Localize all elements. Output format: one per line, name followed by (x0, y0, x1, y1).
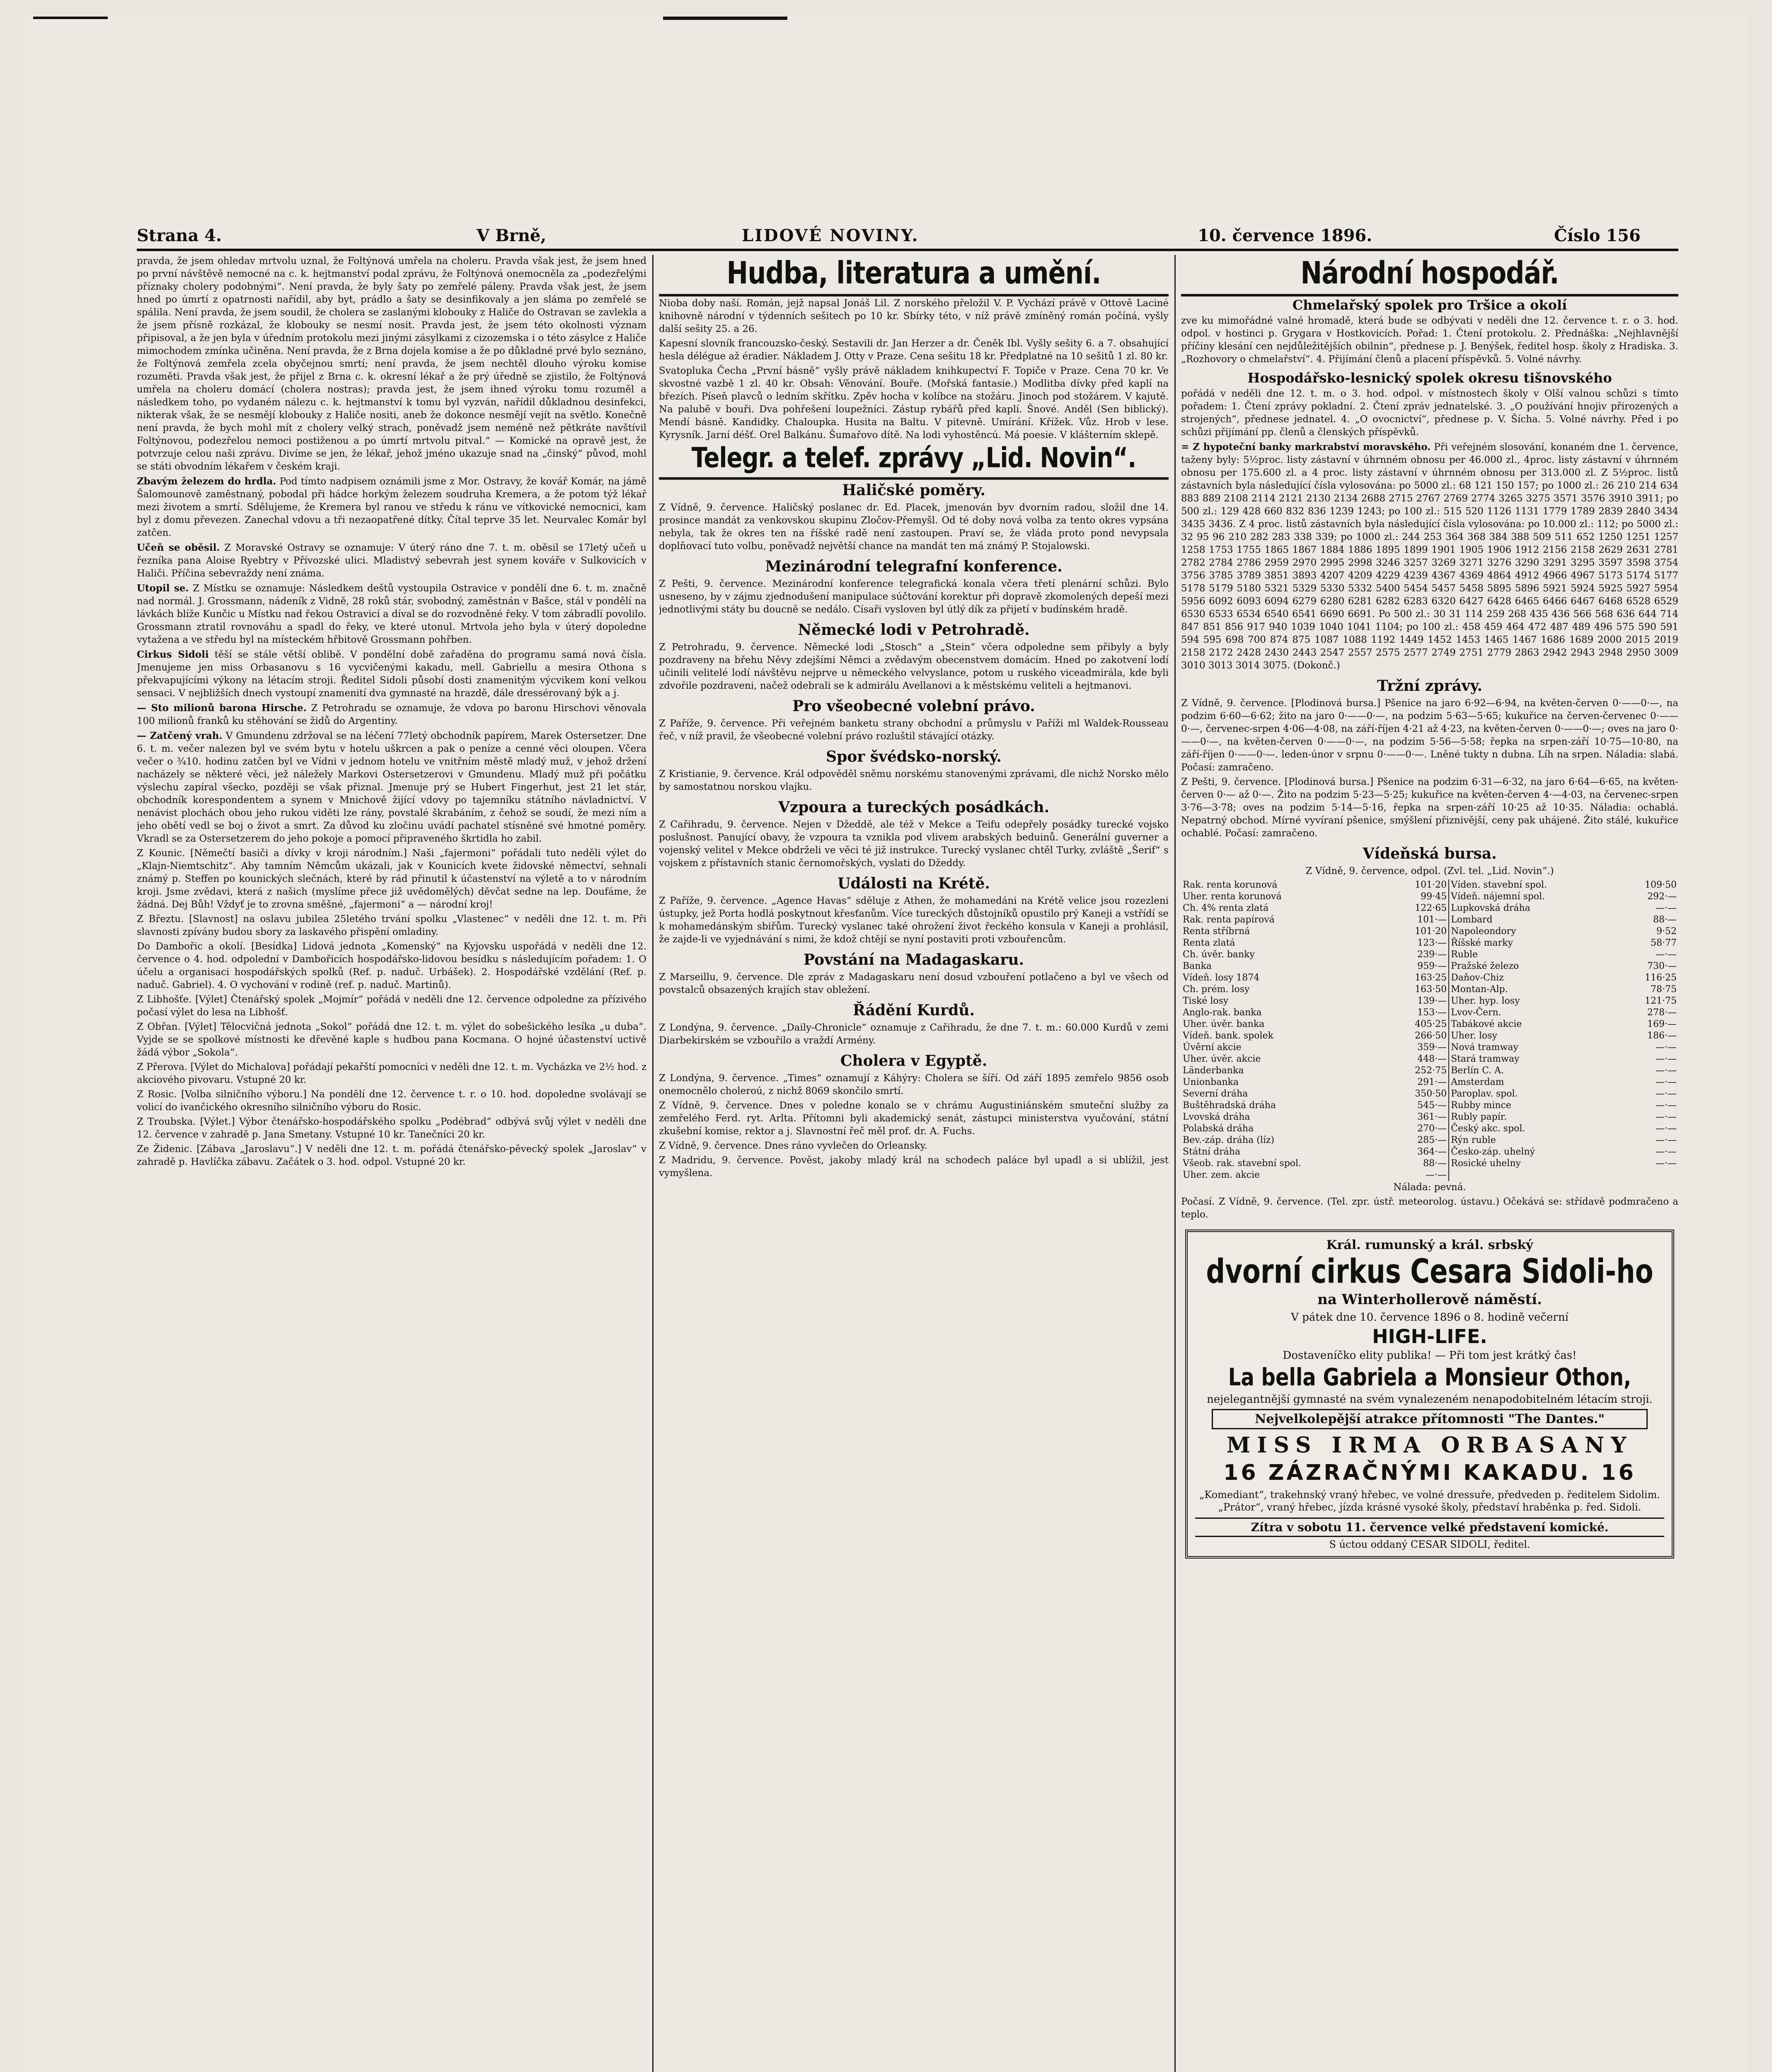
exchange-value: 163·50 (1388, 984, 1449, 995)
exchange-name: Ch. úvěr. banky (1183, 949, 1255, 960)
article-text: Z Londýna, 9. července. „Daily-Chronicle“ oznamuje z Cařihradu, že dne 7. t. m.: 60.000 Kurdů v zemi Diarbekirském se vzbouřilo a vraždí Armény. (659, 1022, 1169, 1046)
exchange-value (1619, 1169, 1679, 1181)
column-1 (137, 255, 646, 2072)
exchange-row (1181, 1007, 1678, 1019)
ad-performers: La bella Gabriela a Monsieur Othon, (1228, 1363, 1632, 1392)
exchange-name: Renta zlatá (1183, 938, 1235, 948)
article-text: Z Březtu. [Slavnost] na oslavu jubilea 25letého trvání spolku „Vlastenec“ v neděli dne 12. t. m. Při slavnosti zpívány budou sbory za laskavého přispění omladiny. (137, 914, 646, 937)
exchange-name: Napoleondory (1451, 926, 1516, 937)
exchange-value: 58·77 (1651, 938, 1677, 948)
exchange-value: 9·52 (1656, 926, 1677, 937)
exchange-value: 163·25 (1388, 972, 1449, 984)
exchange-name: Lombard (1451, 915, 1493, 925)
news-heading: Události na Krétě. (838, 875, 990, 892)
exchange-value: —·— (1656, 1158, 1677, 1169)
news-heading: Povstání na Madagaskaru. (803, 951, 1024, 968)
exchange-row (1181, 937, 1678, 949)
exchange-name (1449, 1169, 1618, 1181)
running-header (137, 226, 1678, 247)
exchange-name: Paroplav. spol. (1451, 1089, 1518, 1099)
ad-signature: S úctou oddaný CESAR SIDOLI, ředitel. (1329, 1539, 1530, 1550)
article-text: Při veřejném slosování, konaném dne 1. července, taženy byly: 5½proc. listy zástavní v úhrnném obnosu per 46.000 zl., 4proc. listy zástavní v úhrnném obnosu per 175.600 zl. a 4 proc. listy zástavní v úhrnném obnosu per 313.000 zl. Z 5½proc. listů zástavních byla následující čísla vylosována: po 5000 zl.: 68 121 150 157; po 1000 zl.: 26 210 214 634 883 889 2108 2114 2121 2130 2134 2688 2715 2767 2769 2774 3265 3275 3571 3576 3910 3911; po 500 zl.: 129 428 660 832 836 1239 1243; po 100 zl.: 515 520 1126 1131 1779 1789 2839 2840 3434 3435 3436. Z 4 proc. listů zástavních byla následující čísla vylosována: po 10.000 zl.: 112; po 5000 zl.: 32 95 96 210 282 283 338 339; po 1000 zl.: 244 253 364 368 384 388 509 511 652 1250 1251 1257 1258 1753 1755 1865 1867 1884 1886 1895 1899 1901 1905 1906 1912 2156 2158 2629 2631 2781 2782 2784 2786 2959 2970 2995 2998 3246 3257 3269 3271 3276 3290 3291 3295 3597 3598 3754 3756 3785 3789 3851 3893 4207 4209 4229 4239 4367 4369 4864 4912 4966 4967 5173 5174 5177 5178 5179 5180 5321 5329 5330 5332 5400 5454 5457 5458 5895 5896 5921 5924 5925 5927 5954 5956 6092 6093 6094 6279 6280 6281 6282 6283 6320 6427 6428 6465 6466 6467 6468 6528 6529 6530 6533 6534 6540 6541 6690 6691. Po 500 zl.: 30 31 114 259 268 435 436 566 568 636 644 714 847 851 856 917 940 1039 1040 1041 1104; po 100 zl.: 458 459 464 472 487 489 496 575 590 591 594 595 698 700 874 875 1087 1088 1192 1449 1452 1453 1465 1467 1686 1689 2000 2015 2019 2158 2172 2428 2430 2443 2547 2557 2575 2577 2749 2751 2779 2863 2942 2943 2948 2950 3009 3010 3013 3014 3075. (Dokonč.) (1181, 442, 1678, 671)
exchange-row (1181, 995, 1678, 1007)
article (137, 582, 646, 646)
issue-number: Číslo 156 (1554, 226, 1641, 245)
exchange-name: Stará tramway (1451, 1054, 1520, 1064)
column-3 (1181, 255, 1678, 2072)
exchange-row (1181, 972, 1678, 984)
exchange-name: Státní dráha (1183, 1147, 1241, 1157)
exchange-row (1181, 891, 1678, 903)
exchange-name: Rak. renta papírová (1183, 915, 1275, 925)
exchange-value: 78·75 (1651, 984, 1677, 995)
article-text: Z Přerova. [Výlet do Michalova] pořádají pekařští pomocníci v neděli dne 12. t. m. Vycházka ve 2½ hod. z akciového pivovaru. Vstupné 20 kr. (137, 1062, 646, 1085)
article-text: Nioba doby naší. Román, jejž napsal Jonáš Lil. Z norského přeložil V. P. Vychází právě v Ottově Laciné knihovně národní v týdenních sešitech po 10 kr. Sbírky této, v níž právě zmíněný román počíná, vyšly další sešity 25. a 26. (659, 298, 1169, 334)
article-text: Z Pešti, 9. července. Mezinárodní konference telegrafická konala včera třetí plenární schůzi. Bylo usneseno, by v zájmu zjednodušení manipulace súčtování korektur při dopravě zkomolených depeší mezi jednotlivými státy bu doucně se nedálo. Císaři vysloven byl útlý dík za přijetí v budínském hradě. (659, 579, 1169, 615)
exchange-row (1181, 1019, 1678, 1030)
exchange-value: 285·— (1388, 1135, 1449, 1146)
exchange-value: —·— (1656, 1054, 1677, 1064)
ad-star-name: MISS IRMA ORBASANY (1226, 1433, 1633, 1458)
exchange-value: 239·— (1388, 949, 1449, 961)
article-text: Ze Židenic. [Zábava „Jaroslavu“.] V neděli dne 12. t. m. pořádá čtenářsko-pěvecký spolek „Jaroslav“ v zahradě p. Havlíčka zábavu. Začátek o 3. hod. odpol. Vstupné 20 kr. (137, 1144, 646, 1167)
exchange-value: 292·— (1647, 891, 1677, 902)
exchange-name: Lvov-Čern. (1451, 1007, 1501, 1018)
exchange-name: Víden. stavební spol. (1451, 880, 1547, 890)
exchange-name: Vídeň. nájemní spol. (1451, 891, 1545, 902)
exchange-name: Amsterdam (1451, 1077, 1504, 1087)
exchange-name: Anglo-rak. banka (1183, 1007, 1262, 1018)
exchange-value: 361·— (1388, 1111, 1449, 1123)
scan-mark (663, 17, 787, 20)
ad-attraction-box: Nejvelkolepější atrakce přítomnosti "The Dantes." (1212, 1409, 1648, 1429)
article (137, 729, 646, 845)
exchange-row (1181, 1100, 1678, 1111)
article-heading: — Zatčený vrah. (137, 730, 223, 741)
exchange-name: Renta stříbrná (1183, 926, 1250, 937)
exchange-value: 109·50 (1645, 880, 1677, 890)
exchange-value: 116·25 (1645, 973, 1677, 983)
exchange-value: 99·45 (1388, 891, 1449, 903)
article (137, 475, 646, 540)
exchange-row (1181, 1088, 1678, 1100)
ad-cockatoos: 16 ZÁZRAČNÝMI KAKADU. 16 (1223, 1460, 1636, 1485)
exchange-name: Ch. prém. losy (1183, 984, 1250, 995)
exchange-name: Buštěhradská dráha (1183, 1100, 1276, 1111)
exchange-name: Uher. renta korunová (1183, 891, 1282, 902)
exchange-name: Daňov-Chiz (1451, 973, 1504, 983)
exchange-name: Všeob. rak. stavební spol. (1183, 1158, 1302, 1169)
exchange-value: 139·— (1388, 995, 1449, 1007)
exchange-value: 101·20 (1388, 879, 1449, 891)
weather-report: Počasí. Z Vídně, 9. července. (Tel. zpr. ústř. meteorolog. ústavu.) Očekává se: střídavě podmračeno a teplo. (1181, 1196, 1678, 1220)
article-text: Z Místku se oznamuje: Následkem deštů vystoupila Ostravice v pondělí dne 6. t. m. značně nad normál. J. Grossmann, nádeník z Vidně, 28 roků stár, svobodný, zaměstnán v Bašce, stál v pondělí na lávkách blíže Kunčic u Místku nad řekou Ostravicí a díval se do rozvodněné řeky. V tom zábradlí povolilo. Grossmann ztratil rovnováhu a spadl do řeky, ve které utonul. Mrtvola jeho byla v úterý dopoledne vytažena a ve středu byl na místeckém hřbitově Grossmann pohřben. (137, 583, 646, 645)
exchange-value: 153·— (1388, 1007, 1449, 1019)
exchange-value: 278·— (1647, 1007, 1677, 1018)
exchange-row (1181, 961, 1678, 972)
article-text: zve ku mimořádné valné hromadě, která bude se odbývati v neděli dne 12. července t. r. o 3. hod. odpol. v hostinci p. Grygara v Hostkovicích. Pořad: 1. Čtení protokolu. 2. Přednáška: „Nejhlavnější příčiny klesání cen nejdůležitějších obilnin“, přednese p. J. Benýšek, ředitel hosp. školy z Hradiska. 3. „Rozhovory o chmelařství“. 4. Přijímání členů a placení příspěvků. 5. Volné návrhy. (1181, 315, 1678, 365)
exchange-value: 88·— (1388, 1158, 1449, 1169)
newspaper-title: LIDOVÉ NOVINY. (742, 226, 919, 245)
article-text: Z Vídně, 9. července. Dnes v poledne konalo se v chrámu Augustiniánském smuteční služby za zemřelého Ferd. ryt. Arlta. Přítomni byli akademický senát, zástupci ministerstva vyučování, státní zkušební komise, rektor a j. Slavnostní řeč měl prof. dr. A. Fuchs. (659, 1100, 1169, 1137)
article (137, 702, 646, 728)
ad-tomorrow: Zítra v sobotu 11. července velké představení komické. (1195, 1518, 1664, 1537)
exchange-name: Berlín C. A. (1451, 1065, 1504, 1076)
exchange-name: Úvěrní akcie (1183, 1042, 1242, 1053)
article-text: Z Paříže, 9. července. „Agence Havas“ sděluje z Athen, že mohamedáni na Krétě velice jsou rozezleni ústupky, jež Porta hodlá poskytnout křesťanům. Více tureckých důstojníků opustilo prý Kaneji a vstřídí se k mohamedánským sbiřům. Turecký vyslanec také ohrožení život řeckého konsula v Kaneji a prohlásil, že zajde-li ve vyjednávání s nimi, že kdož chtějí se nyní postaviti proti vzbouřencům. (659, 896, 1169, 945)
exchange-row (1181, 984, 1678, 995)
scan-mark (33, 17, 108, 19)
exchange-name: Rubly papír. (1451, 1112, 1507, 1122)
article-text: Z Pešti, 9. července. [Plodinová bursa.] Pšenice na podzim 6·31—6·32, na jaro 6·64—6·65, na květen-červen 0·— až 0·—. Žito na podzim 5·23—5·25; kukuřice na květen-červen 4·—4·03, na červenec-srpen 3·76—3·78; oves na podzim 5·14—5·16, řepka na srpen-září 10·25 až 10·35. Náladia: ochablá. Nepatrný obchod. Mírné vyvíraní pšenice, smýšlení přiznivější, ceny pak uhájené. Žito stálé, kukuřice ochablé. Počasí: zamračeno. (1181, 777, 1678, 839)
news-heading: Haličské poměry. (842, 482, 985, 499)
exchange-value: —·— (1656, 1147, 1677, 1157)
section-heading-telegrams: Telegr. a telef. zprávy „Lid. Novin“. (659, 442, 1169, 479)
exchange-row (1181, 1065, 1678, 1077)
header-place: V Brně, (477, 226, 547, 245)
exchange-value: —·— (1656, 1123, 1677, 1134)
exchange-name: Tabákové akcie (1451, 1019, 1522, 1029)
exchange-value: 448·— (1388, 1053, 1449, 1065)
exchange-value: —·— (1656, 949, 1677, 960)
exchange-name: Říšské marky (1451, 938, 1513, 948)
exchange-row (1181, 879, 1678, 891)
ad-tagline: Dostaveníčko elity publika! — Při tom jest krátký čas! (1283, 1349, 1577, 1362)
news-heading: Řádění Kurdů. (852, 1002, 975, 1019)
exchange-name: Rubby mince (1451, 1100, 1511, 1111)
article-text: Z Vídně, 9. července. [Plodinová bursa.] Pšenice na jaro 6·92—6·94, na květen-červen 0·——0·—, na podzim 6·60—6·62; žito na jaro 0·——0·—, na podzim 5·63—5·65; kukuřice na červen-červenec 0·——0·—, červenec-srpen 4·06—4·08, na září-říjen 4·21 až 4·23, na květen-červen 0·——0·—; oves na jaro 0·——0·—, na květen-červen 0·——0·—, na podzim 5·56—5·58; řepka na srpen-září 10·75—10·80, na září-říjen 0·——0·—. leden-únor v srpnu 0·——0·—. Lněné tukty n dubna. Líh na srpen. Náladia: slabá. Počasí: zamračeno. (1181, 698, 1678, 773)
article-text: pravda, že jsem ohledav mrtvolu uznal, že Foltýnová umřela na choleru. Pravda však jest, že jsem hned po první návštěvě nemocné na c. k. hejtmanství podal zprávu, že Foltýnová onemocněla za „podezřelými příznaky cholery podobnými“. Není pravda, že byly šaty po zemřelé páleny. Pravda však jest, že jsem hned po úmrtí z opatrnosti nařídil, aby byt, prádlo a šaty se desinfikovaly a jen sláma po zemřelé se spálila. Není pravda, že jsem soudil, že cholera se zaslanými klobouky z Haliče do Ostravan se zavlekla a že jsem přísně rozkázal, že klobouky se nesmí nosit. Pravda jest, že jsem této okolnosti význam připisoval, a že jen byla v úředním protokolu mezi jinými zásylkami z cizozemska i o této zásylce z Haliče mimochodem zmínka učiněna. Není pravda, že z Brna dojela komise a že po důkladné prvé bylo seznáno, že Foltýnová zemřela zcela obyčejnou smrtí; není pravda, že jsem nechtěl dlouho výroku komise rozuměti. Pravda však jest, že přijel z Brna c. k. okresní lékař a že prý úředně se zjistilo, že Foltýnová umřela na choleru domácí (cholera nostras); pravda jest, že jsem ihned výroku tomu rozuměl a následkem toho, po vydaném nálezu c. k. hejtmanství k tomu byl vyzván, nařídil důkladnou desinfekci, nikterak však, že se nesmějí klobouky z Haliče nositi, aneb že dokonce nesmějí vejít na světlo. Konečně není pravda, že bych mohl mít z cholery velký strach, poněvadž jsem neméně než pětkráte navštívil Foltýnovou, podezřelou nemoci postiženou a po úmrtí mrtvolu pitval.“ — Komické na opravě jest, že potvrzuje celou naši zprávu. Divíme se jen, že lékař, jehož jméno ukazuje snad na „činský“ původ, mohl se státi obvodním lékařem v českém kraji. (137, 256, 646, 472)
article-text: Z Petrohradu, 9. července. Německé lodi „Stosch“ a „Stein“ včera odpoledne sem přibyly a byly pozdraveny na břehu Něvy zdejšími Němci a zvědavým obecenstvem domácím. Hned po zakotvení lodí učinili velitelé lodí návštěvu nejprve u německého velvyslance, potom u ruského viceadmirála, kde byli zdvořile pozdraveni, načež odebrali se k admirálu Avellanovi a k městskému veliteli a hejtmanovi. (659, 642, 1169, 691)
article (137, 541, 646, 580)
exchange-value: 122·65 (1388, 903, 1449, 914)
exchange-table (1181, 879, 1678, 1181)
article-text: Z Paříže, 9. července. Při veřejném banketu strany obchodní a průmyslu v Paříži ml Waldek-Rousseau řeč, v níž pravil, že všeobecné volební právo rozluštil stávající otázky. (659, 718, 1169, 742)
exchange-value: —·— (1656, 1112, 1677, 1122)
column-divider (1174, 255, 1176, 2072)
exchange-value: —·— (1656, 1135, 1677, 1145)
article-heading: Cirkus Sidoli (137, 649, 209, 660)
exchange-value: 959·— (1388, 961, 1449, 972)
exchange-row (1181, 1077, 1678, 1088)
article-text: Z Madridu, 9. července. Pověst, jakoby mladý král na schodech paláce byl upadl a si ublížil, jest vymyšlena. (659, 1155, 1169, 1179)
ad-performers-desc: nejelegantnější gymnasté na svém vynalezeném nenapodobitelném létacím stroji. (1207, 1393, 1653, 1406)
exchange-name: Vídeň. losy 1874 (1183, 973, 1260, 983)
exchange-name: Nová tramway (1451, 1042, 1518, 1053)
article (1181, 441, 1678, 672)
exchange-name: Uher. zem. akcie (1183, 1170, 1260, 1180)
exchange-value: 350·50 (1388, 1088, 1449, 1100)
exchange-name: Polabská dráha (1183, 1123, 1254, 1134)
ad-show-title: HIGH-LIFE. (1372, 1325, 1487, 1348)
exchange-value: —·— (1656, 1077, 1677, 1087)
market-heading: Tržní zprávy. (1377, 677, 1483, 695)
article-text: Z Kounic. [Němečtí basiči a dívky v kroji národním.] Naši „fajermoni“ pořádali tuto neděli výlet do „Klajn-Niemtschitz“. Aby tamním Němcům ukázali, jak v Kounicích kvete židovské němectví, sehnali známý p. Steffen po kounických slečnách, které by rád přinutil k účastenství na výletě a to v národním kroji. Jsme zvědavi, která z našich (myslíme přece již uvědomělých) děvčat sedne na lep. Doufáme, že žádná. Dej Bůh! Vždyť je to zrovna směšné, „fajermoni“ a — národní kroj! (137, 848, 646, 910)
column-2 (659, 255, 1169, 2072)
circus-advertisement (1185, 1230, 1674, 1559)
ad-location: na Winterhollerově náměstí. (1317, 1291, 1542, 1308)
exchange-value: 252·75 (1388, 1065, 1449, 1077)
exchange-row (1181, 1169, 1678, 1181)
section-heading-culture: Hudba, literatura a umění. (659, 255, 1169, 296)
exchange-name: Česko-záp. uhelný (1451, 1147, 1535, 1157)
article-text: Kapesní slovník francouzsko-český. Sestavili dr. Jan Herzer a dr. Čeněk Ibl. Vyšly sešity 6. a 7. obsahující hesla délégue až éradier. Nákladem J. Otty v Praze. Cena sešitu 18 kr. Předplatné na 10 sešitů 1 zl. 80 kr. (659, 338, 1169, 362)
exchange-value: —·— (1656, 903, 1677, 913)
article-text: Z Obřan. [Výlet] Tělocvičná jednota „Sokol“ pořádá dne 12. t. m. výlet do sobešického lesíka „u duba“. Vyjde se se spolkové místnosti ke dřevěné kaple s hudbou pana Kocmana. O hojné účastenství uctivě žádá výbor „Sokola“. (137, 1021, 646, 1058)
exchange-row (1181, 1111, 1678, 1123)
article-heading: Utopil se. (137, 583, 189, 594)
exchange-value: —·— (1656, 1065, 1677, 1076)
exchange-name: Banka (1183, 961, 1212, 971)
exchange-row (1181, 926, 1678, 937)
exchange-row (1181, 903, 1678, 914)
exchange-row (1181, 1030, 1678, 1042)
article-heading: Zbavým železem do hrdla. (137, 476, 276, 487)
article-heading: — Sto milionů barona Hirsche. (137, 702, 307, 714)
ad-horses: „Komediant“, trakehnský vraný hřebec, ve volné dressuře, předveden p. ředitelem Sidolim. „Prátor“, vraný hřebec, jízda krásné vysoké školy, představí hraběnka p. řed. Sidoli. (1199, 1489, 1660, 1513)
exchange-intro: Z Vídně, 9. července, odpol. (Zvl. tel. „Lid. Novin“.) (1305, 866, 1554, 876)
news-heading: Pro všeobecné volební právo. (792, 697, 1035, 715)
news-heading: Cholera v Egyptě. (840, 1052, 988, 1070)
exchange-value: 270·— (1388, 1123, 1449, 1135)
association-heading: Chmelařský spolek pro Tršice a okolí (1292, 297, 1567, 313)
exchange-name: Vídeň. bank. spolek (1183, 1031, 1273, 1041)
exchange-row (1181, 1158, 1678, 1169)
ad-patronage: Král. rumunský a král. srbský (1326, 1238, 1533, 1252)
exchange-name: Rýn ruble (1451, 1135, 1496, 1145)
article-text: Z Troubska. [Výlet.] Výbor čtenářsko-hospodářského spolku „Podébrad“ odbývá svůj výlet v neděli dne 12. července v zahradě p. Jana Smetany. Vstupné 10 kr. Tanečníci 20 kr. (137, 1116, 646, 1140)
exchange-heading: Vídeňská bursa. (1363, 845, 1497, 862)
exchange-name: Länderbanka (1183, 1065, 1244, 1076)
header-rule (137, 249, 1678, 251)
exchange-value: 291·— (1388, 1077, 1449, 1088)
exchange-name: Rak. renta korunová (1183, 880, 1278, 890)
section-heading-economy: Národní hospodář. (1181, 255, 1678, 296)
exchange-row (1181, 1146, 1678, 1158)
exchange-value: —·— (1656, 1100, 1677, 1111)
exchange-name: Unionbanka (1183, 1077, 1239, 1087)
exchange-name: Uher. úvěr. banka (1183, 1019, 1265, 1029)
article-text: Z Vídně, 9. července. Haličský poslanec dr. Ed. Placek, jmenován byv dvorním radou, složil dne 14. prosince mandát za venkovskou skupinu Zločov-Přemyšl. Od té doby nová volba za tento okres vypsána nebyla, tak že okres ten na říšské radě není zastoupen. Praví se, že vláda proto pond nevypsala doplňovací tuto volbu, poněvadž největší chance na mandát ten má známý P. Stojalowski. (659, 502, 1169, 552)
article-text: Z Cařihradu, 9. července. Nejen v Džeddě, ale též v Mekce a Teifu odepřely posádky turecké vojsko poslušnost. Panující obavy, že vzpoura ta vznikla pod vlivem arabských beduinů. Generální guverner a vojenský velitel v Mekce obdrželi ve věci té již instrukce. Turecký vyslanec chtěl Turky, zvláště „Šerif“ s vojskem z přístavních stanic černomořských, vyslati do Džeddy. (659, 819, 1169, 869)
article-text: Z Libhošťe. [Výlet] Čtenářský spolek „Mojmír“ pořádá v neděli dne 12. července odpoledne za přízivého počasí výlet do lesa na Libhošť. (137, 994, 646, 1018)
article-text: Z Kristianie, 9. července. Král odpověděl sněmu norskému stanovenými zprávami, dle nichž Norsko mělo by samostatnou norskou vlajku. (659, 769, 1169, 792)
ad-circus-name: dvorní cirkus Cesara Sidoli-ho (1206, 1252, 1653, 1291)
news-heading: Vzpoura a tureckých posádkách. (778, 799, 1050, 816)
exchange-value: 123·— (1388, 937, 1449, 949)
exchange-value: —·— (1388, 1169, 1449, 1181)
exchange-value: —·— (1656, 1042, 1677, 1053)
exchange-name: Ruble (1451, 949, 1478, 960)
exchange-row (1181, 1135, 1678, 1146)
article-text: Z Vídně, 9. července. Dnes ráno vyvlečen do Orleansky. (659, 1140, 927, 1151)
exchange-name: Lupkovská dráha (1451, 903, 1530, 913)
exchange-name: Pražské železo (1451, 961, 1519, 971)
news-heading: Spor švédsko-norský. (826, 748, 1002, 765)
exchange-value: —·— (1656, 1089, 1677, 1099)
exchange-value: 169·— (1647, 1019, 1677, 1029)
exchange-name: Lvovská dráha (1183, 1112, 1250, 1122)
exchange-value: 545·— (1388, 1100, 1449, 1111)
exchange-mood: Nálada: pevná. (1393, 1182, 1466, 1193)
exchange-row (1181, 1123, 1678, 1135)
column-divider (652, 255, 654, 2072)
article-text: V Gmundenu zdržoval se na léčení 77letý obchodník papírem, Marek Ostersetzer. Dne 6. t. m. večer nalezen byl ve svém bytu v hotelu uškrcen a pak o peníze a cenné věci oloupen. Včera večer o ¾10. hodinu zatčen byl ve Vídni v jednom hotelu ve vnitřním městě mladý muž, v jehož držení nacházely se některé věci, jež náležely Markovi Ostersetzerovi v Gmundenu. Mladý muž při počátku výslechu zapíral všecko, později se však přiznal. Jmenuje prý se Hubert Fingerhut, jest 21 let stár, obchodník korespondentem a synem v Mnichově žijící vdovy po tajemníku státního návladnictví. V nenávist plochách obou jeho rukou viděti lze rány, povstalé škrabáním, z čehož se soudí, že mezi ním a jeho obětí vedl se boj o život a smrt. Za důvod ku zločinu uvádí pachatel stísněné své hmotné poměry. Vkradl se za Ostersetzerem do jeho pokoje a pomocí připraveného škrtidla ho zabil. (137, 731, 646, 844)
article-text: Svatopluka Čecha „První básně“ vyšly právě nákladem knihkupectví F. Topiče v Praze. Cena 70 kr. Ve skvostné vazbě 1 zl. 40 kr. Obsah: Věnování. Bouře. (Mořská fantasie.) Modlitba dívky před kaplí na březích. Píseň plavců o ledním skřítku. Zpěv hocha v kolíbce na stožáru. Jinoch pod stožárem. V kajutě. Na palubě v bouři. Dva pohřešení loupežníci. Zástup rybářů před kaplí. Šnové. Anděl (Sen biblický). Mendí básně. Kandidky. Chaloupka. Husita na Baltu. V pitevně. Umírání. Křížek. Vůz. Hrob v lese. Kyrysník. Jarní déšť. Orel Balkánu. Šumařovo dítě. Na lodi vyhostěncú. Má poesie. V klášterním sklepě. (659, 366, 1169, 441)
exchange-row (1181, 914, 1678, 926)
exchange-name: Montan-Alp. (1451, 984, 1508, 995)
issue-date: 10. července 1896. (1198, 226, 1373, 245)
exchange-row (1181, 1042, 1678, 1053)
article-text: Do Dambořic a okolí. [Besídka] Lidová jednota „Komenský“ na Kyjovsku uspořádá v neděli dne 12. července o 4. hod. odpolední v Dambořicích hospodářsko-lidovou besídku s následujícím pořadem: 1. O účelu a organisaci hospodářských spolků (Ref. p. naduč. Urbášek). 2. Hospodářské vzdělání (Ref. p. naduč. Gabriel). 4. O vychování v rodině (ref. p. naduč. Martinů). (137, 941, 646, 990)
article-text: Z Londýna, 9. července. „Times“ oznamují z Káhýry: Cholera se šíří. Od září 1895 zemřelo 9856 osob onemocnělo choleroú, z nichž 8069 skončilo smrtí. (659, 1073, 1169, 1097)
news-heading: Mezinárodní telegrafní konference. (765, 558, 1063, 575)
exchange-name: Uher. losy (1451, 1031, 1497, 1041)
exchange-name: Rosické uhelny (1451, 1158, 1521, 1169)
article-text: Pod tímto nadpisem oznámili jsme z Mor. Ostravy, že kovář Komár, na jámě Šalomounově zaměstnaný, pobodal při hádce horkým železem soudruha Kremera, a že potom týž lékař mezi životem a smrtí. Sdělujeme, že Kremera byl ranou ve středu k ránu ve vítkovické nemocnici, kam byl z domu převezen. Zanechal vdovu a tři nezaopatřené dítky. Čítal teprve 35 let. Neurvalec Komár byl zatčen. (137, 476, 646, 538)
exchange-value: 88·— (1653, 915, 1677, 925)
article-heading: Učeň se oběsil. (137, 542, 220, 553)
exchange-value: 186·— (1647, 1031, 1677, 1041)
article-text: Z Moravské Ostravy se oznamuje: V úterý ráno dne 7. t. m. oběsil se 17letý učeň u řezníka pana Aloise Ryebtry v Přívozské ulici. Mladistvý sebevrah jest synem kováře v Sulkovicích v Haliči. Příčina sebevraždy není známa. (137, 542, 646, 579)
association-heading: Hospodářsko-lesnický spolek okresu tišnovského (1247, 370, 1612, 386)
exchange-value: 121·75 (1645, 996, 1677, 1006)
article-text: Z Rosic. [Volba silničního výboru.] Na pondělí dne 12. července t. r. o 10. hod. dopoledne svolávají se volicí do ivančického okresního silničního výboru do Rosic. (137, 1089, 646, 1113)
article-text: pořádá v neděli dne 12. t. m. o 3. hod. odpol. v místnostech školy v Olší valnou schůzi s tímto pořadem: 1. Čtení zprávy pokladní. 2. Čtení zpráv jednatelské. 3. „O používání hnojiv přirozených a strojených“, přednese jednatel. 4. „O ovocnictví“, přednese p. V. Šícha. 5. Volné návrhy. Před i po schůzi přijímání pp. členů a členských příspěvků. (1181, 388, 1678, 438)
exchange-name: Uher. hyp. losy (1451, 996, 1520, 1006)
exchange-value: 266·50 (1388, 1030, 1449, 1042)
exchange-value: 101·20 (1388, 926, 1449, 937)
exchange-value: 405·25 (1388, 1019, 1449, 1030)
exchange-name: Ch. 4% renta zlatá (1183, 903, 1269, 913)
exchange-value: 359·— (1388, 1042, 1449, 1053)
article-text: Z Petrohradu se oznamuje, že vdova po baronu Hirschovi věnovala 100 milionů franků ku stěhování se židů do Argentiny. (137, 703, 646, 726)
exchange-name: Bev.-záp. dráha (líz) (1183, 1135, 1275, 1145)
ad-date: V pátek dne 10. července 1896 o 8. hodině večerní (1291, 1311, 1569, 1324)
exchange-row (1181, 1053, 1678, 1065)
exchange-value: 730·— (1647, 961, 1677, 971)
article (137, 648, 646, 700)
exchange-name: Severní dráha (1183, 1089, 1248, 1099)
article-heading: = Z hypoteční banky markrabství moravského. (1181, 441, 1431, 453)
exchange-name: Uher. úvěr. akcie (1183, 1054, 1261, 1064)
page-number: Strana 4. (137, 226, 222, 245)
exchange-value: 364·— (1388, 1146, 1449, 1158)
exchange-row (1181, 949, 1678, 961)
article-text: Z Marseillu, 9. července. Dle zpráv z Madagaskaru není dosud vzbouření potlačeno a byl ve všech od povstalců obsazených krajích stav obležení. (659, 972, 1169, 995)
exchange-name: Český akc. spol. (1451, 1123, 1525, 1134)
exchange-name: Tiské losy (1183, 996, 1229, 1006)
news-heading: Německé lodi v Petrohradě. (798, 621, 1030, 639)
article-text: těší se stále větší oblibě. V pondělní době zařaděna do programu samá nová čísla. Jmenujeme jen miss Orbasanovu s 16 vycvičenými kakadu, mell. Gabriellu a mesira Othona s překvapujícími výkony na létacím stroji. Ředitel Sidoli působí dosti znamenitým výcvikem koní velkou sensaci. V nejbližších dnech vystoupí znamenití dva gymnasté na hrazdě, dále dressérovaný býk a j. (137, 649, 646, 699)
exchange-value: 101·— (1388, 914, 1449, 926)
